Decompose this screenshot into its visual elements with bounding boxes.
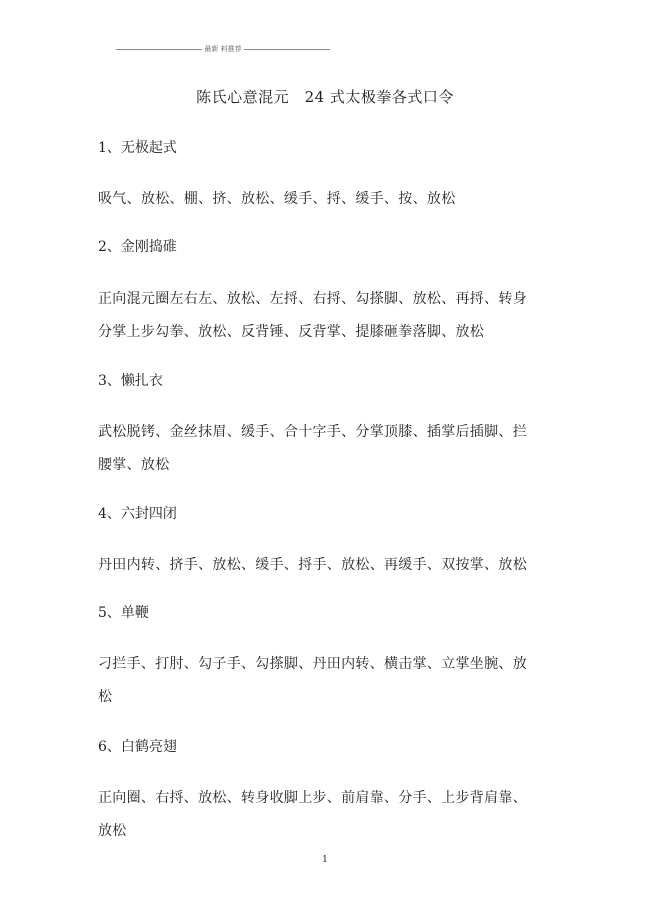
section-heading: 1、无极起式 bbox=[98, 140, 177, 156]
section-text-line: 吸气、放松、棚、挤、放松、缓手、捋、缓手、按、放松 bbox=[98, 191, 456, 207]
header-rule-right bbox=[244, 49, 330, 50]
section-text-line: 丹田内转、挤手、放松、缓手、捋手、放松、再缓手、双按掌、放松 bbox=[98, 557, 527, 573]
section-text-line: 刁拦手、打肘、勾子手、勾搽脚、丹田内转、横击掌、立掌坐腕、放 bbox=[98, 656, 527, 672]
section-heading: 4、六封四闭 bbox=[98, 506, 177, 522]
header-banner bbox=[116, 44, 330, 54]
section-text-line: 松 bbox=[98, 689, 113, 705]
page-title: 陈氏心意混元 24 式太极拳各式口令 bbox=[196, 88, 454, 106]
section-heading: 5、单鞭 bbox=[98, 605, 149, 621]
header-label: 最新 料推荐 bbox=[204, 45, 242, 53]
section-heading: 3、懒扎衣 bbox=[98, 373, 163, 389]
section-heading: 2、金刚捣碓 bbox=[98, 239, 177, 255]
section-text-line: 放松 bbox=[98, 823, 127, 839]
header-rule-left bbox=[116, 49, 202, 50]
section-heading: 6、白鹤亮翅 bbox=[98, 739, 177, 755]
section-text-line: 分掌上步勾拳、放松、反背锤、反背掌、提膝砸拳落脚、放松 bbox=[98, 324, 485, 340]
section-text-line: 腰掌、放松 bbox=[98, 457, 170, 473]
section-text-line: 正向混元圈左右左、放松、左捋、右捋、勾搽脚、放松、再捋、转身 bbox=[98, 291, 527, 307]
section-text-line: 正向圈、右捋、放松、转身收脚上步、前肩靠、分手、上步背肩靠、 bbox=[98, 790, 527, 806]
page-number: 1 bbox=[322, 855, 328, 865]
section-text-line: 武松脱铐、金丝抹眉、缓手、合十字手、分掌顶膝、插掌后插脚、拦 bbox=[98, 424, 527, 440]
